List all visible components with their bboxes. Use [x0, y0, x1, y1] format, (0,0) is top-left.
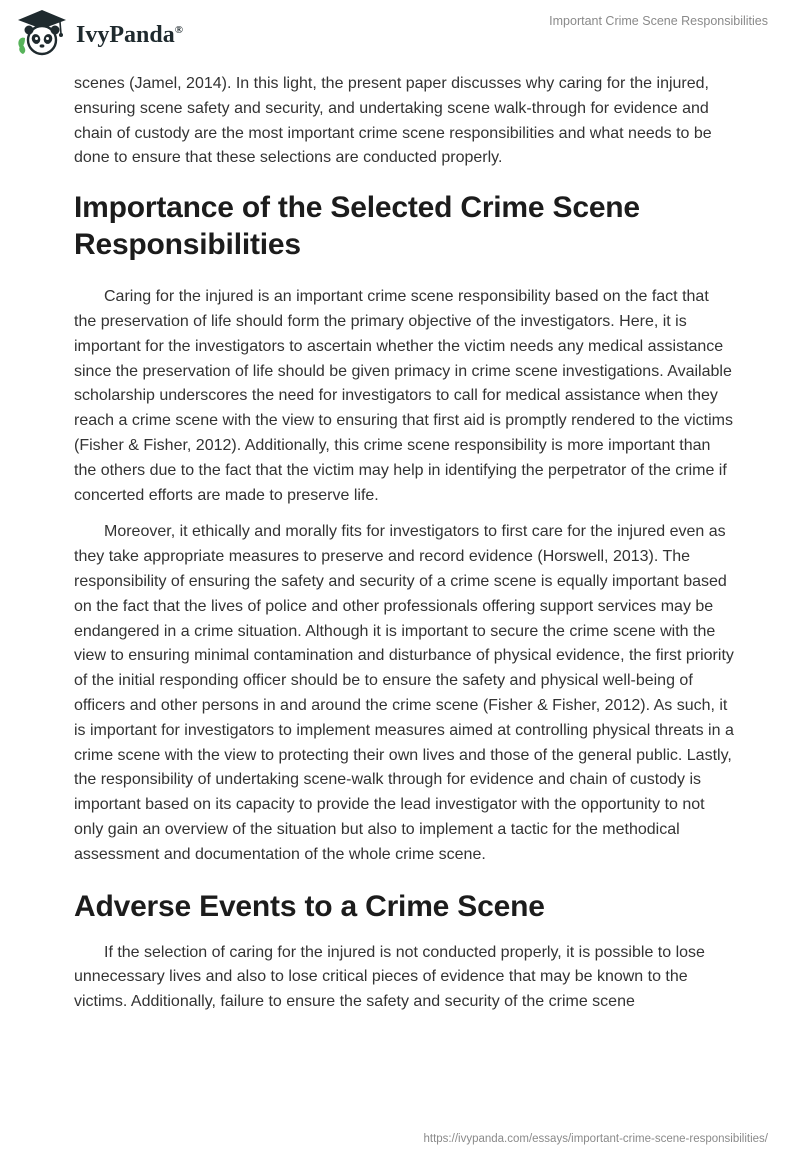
brand-name: IvyPanda®	[76, 21, 183, 48]
paragraph-adverse-events: If the selection of caring for the injured is not conducted properly, it is possible to lose unnecessary lives and also to lose critical pieces of evidence that may be known to the victims. Additionally, failure to ensure the safety and security of the crime scene	[74, 943, 705, 1011]
essay-content	[74, 72, 734, 1027]
document-title: Important Crime Scene Responsibilities	[549, 14, 768, 28]
ivypanda-logo[interactable]	[14, 8, 183, 58]
section-heading-importance: Importance of the Selected Crime Scene Responsibilities	[74, 191, 640, 262]
section-heading-adverse-events: Adverse Events to a Crime Scene	[74, 889, 545, 923]
panda-graduate-icon	[14, 8, 70, 58]
page-header	[0, 0, 800, 66]
paragraph-safety-and-security: Moreover, it ethically and morally fits for investigators to first care for the injured even as they take appropriate measures to preserve and record evidence (Horswell, 2013). The responsibility of ensuring the safety and security of a crime scene is equally important based on the fact that the lives of police and other professionals offering support services may be endangered in a crime situation. Although it is important to secure the crime scene with the view to ensuring minimal contamination and disturbance of physical evidence, the first priority of the initial responding officer should be to ensure the safety and physical well-being of officers and other persons in and around the crime scene (Fisher & Fisher, 2012). As such, it is important for investigators to implement measures aimed at controlling physical threats in a crime scene with the view to protecting their own lives and those of the general public. Lastly, the responsibility of undertaking scene-walk through for evidence and chain of custody is important based on its capacity to provide the lead investigator with the opportunity to not only gain an overview of the situation but also to implement a tactic for the methodical assessment and documentation of the whole crime scene.	[74, 523, 734, 863]
paragraph-caring-for-injured: Caring for the injured is an important crime scene responsibility based on the fact that the preservation of life should form the primary objective of the investigators. Here, it is important for the investigators to ascertain whether the victim needs any medical assistance since the preservation of life should be given primacy in crime scene investigations. Available scholarship underscores the need for investigators to call for medical assistance when they reach a crime scene with the view to ensuring that first aid is promptly rendered to the victims (Fisher & Fisher, 2012). Additionally, this crime scene responsibility is more important than the others due to the fact that the victim may help in identifying the perpetrator of the crime if concerted efforts are made to preserve life.	[74, 288, 733, 504]
paragraph-intro-continued: scenes (Jamel, 2014). In this light, the present paper discusses why caring for the injured, ensuring scene safety and security, and undertaking scene walk-through for evidence and chain of custody are the most important crime scene responsibilities and what needs to be done to ensure that these selections are conducted properly.	[74, 75, 712, 167]
source-url[interactable]: https://ivypanda.com/essays/important-crime-scene-responsibilities/	[423, 1133, 768, 1145]
